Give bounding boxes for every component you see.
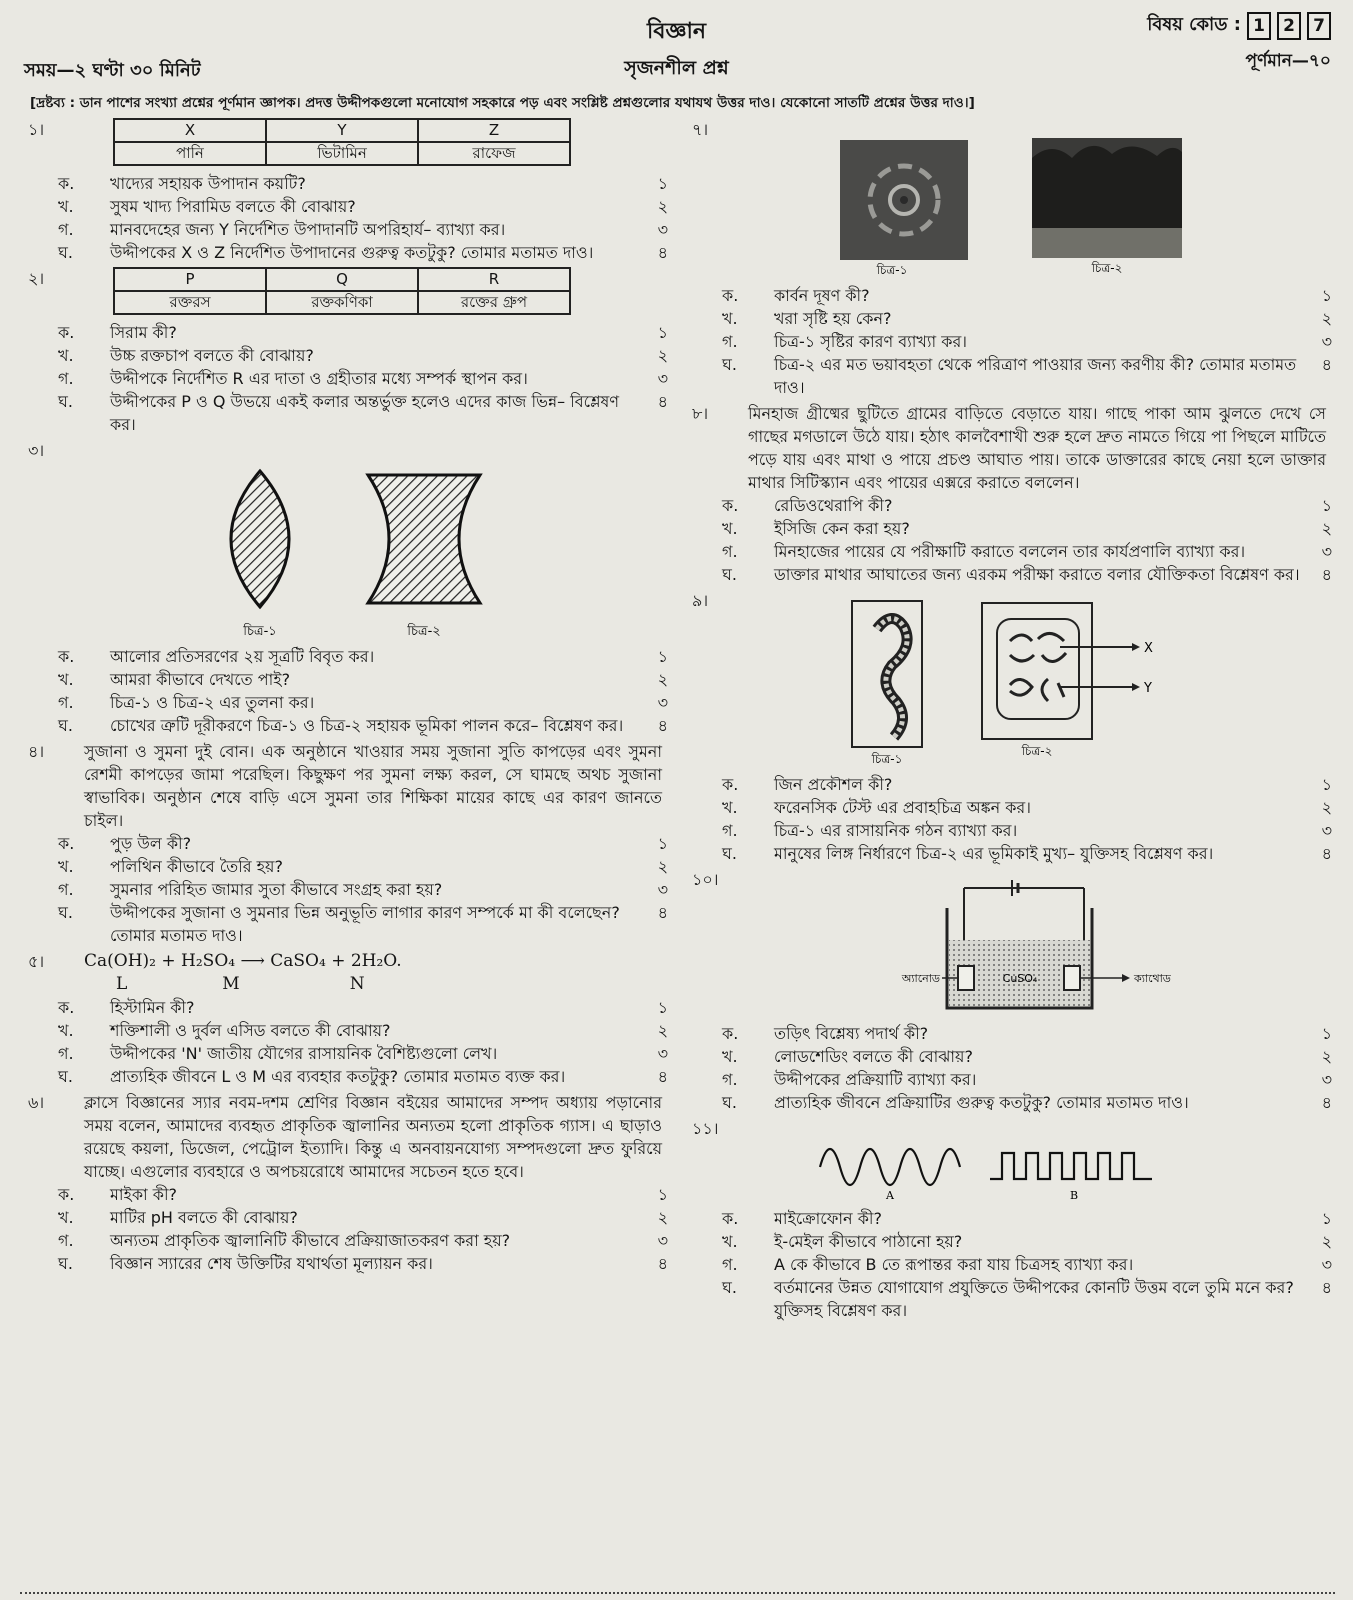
sub-label: খ. <box>58 197 74 216</box>
sub-question <box>692 330 1332 353</box>
figure-caption: চিত্র-২ <box>1021 744 1053 758</box>
label-b: B <box>1069 1189 1079 1201</box>
sub-question <box>692 842 1332 865</box>
sub-text: হিস্টামিন কী? <box>110 998 195 1017</box>
sub-question <box>28 218 668 241</box>
sub-label: ক. <box>58 834 75 853</box>
label-y: Y <box>1144 681 1152 696</box>
table-cell: R <box>418 268 570 291</box>
sub-text: চিত্র-১ সৃষ্টির কারণ ব্যাখ্যা কর। <box>774 332 968 351</box>
sub-text: প্রাত্যহিক জীবনে L ও M এর ব্যবহার কতটুকু? তোমার মতামত ব্যক্ত কর। <box>110 1067 566 1086</box>
sub-mark: ২ <box>1321 309 1332 328</box>
sub-question <box>28 1229 668 1252</box>
sub-label: ক. <box>722 1024 739 1043</box>
sub-text: চিত্র-২ এর মত ভয়াবহতা থেকে পরিত্রাণ পাওয়ার জন্য করণীয় কী? তোমার মতামত দাও। <box>774 355 1297 397</box>
sub-label: ঘ. <box>58 716 73 735</box>
sub-text: খরা সৃষ্টি হয় কেন? <box>774 309 892 328</box>
sub-text: A কে কীভাবে B তে রূপান্তর করা যায় চিত্রসহ ব্যাখ্যা কর। <box>774 1255 1134 1274</box>
sub-question <box>692 819 1332 842</box>
sub-mark: ৩ <box>657 1231 668 1250</box>
sub-question <box>28 241 668 264</box>
dna-chromosome-figure <box>692 589 1312 767</box>
sub-text: লোডশেডিং বলতে কী বোঝায়? <box>774 1047 973 1066</box>
subject-code-label: বিষয় কোড : <box>1147 14 1241 35</box>
figure-caption: চিত্র-২ <box>407 624 441 639</box>
electrolysis-figure <box>692 868 1312 1016</box>
code-digit: 7 <box>1307 12 1331 40</box>
question-stem: সুজানা ও সুমনা দুই বোন। এক অনুষ্ঠানে খাওয়ার সময় সুজানা সুতি কাপড়ের এবং সুমনা রেশমী কাপড়ের জামা পরেছিল। কিছুক্ষণ পর সুমনা লক্ষ্য করল, সে ঘামছে অথচ সুজানা স্বাভাবিক। অনুষ্ঠান শেষে বাড়ি এসে সুমনা তার শিক্ষিকা মায়ের কাছে এর কারণ জানতে চাইল। <box>84 742 662 830</box>
question-7 <box>692 118 1332 399</box>
figure-caption: চিত্র-১ <box>243 624 277 639</box>
sub-mark: ৩ <box>1321 1070 1332 1089</box>
question-number: ৯। <box>692 591 709 610</box>
sub-label: খ. <box>722 1047 738 1066</box>
sub-question <box>28 390 668 436</box>
sub-label: ক. <box>58 998 75 1017</box>
sub-text: পলিথিন কীভাবে তৈরি হয়? <box>110 857 283 876</box>
sub-question <box>692 1045 1332 1068</box>
question-10 <box>692 868 1332 1114</box>
digital-wave <box>990 1153 1152 1179</box>
question-2 <box>28 267 668 436</box>
sub-question <box>28 1206 668 1229</box>
sub-mark: ৩ <box>1321 542 1332 561</box>
sub-mark: ১ <box>657 998 668 1017</box>
bottom-divider <box>20 1592 1335 1594</box>
sub-label: গ. <box>58 693 74 712</box>
sub-label: ক. <box>58 647 75 666</box>
table-cell: পানি <box>114 142 266 165</box>
sub-text: মাইক্রোফোন কী? <box>774 1209 882 1228</box>
sub-mark: ৪ <box>657 1067 668 1086</box>
question-number: ১। <box>28 120 45 139</box>
sub-text: মাটির pH বলতে কী বোঝায়? <box>110 1208 298 1227</box>
cathode-label: ক্যাথোড <box>1134 972 1171 985</box>
exam-time: সময়—২ ঘণ্টা ৩০ মিনিট <box>24 60 201 81</box>
sub-label: ক. <box>722 775 739 794</box>
sub-question <box>28 691 668 714</box>
question-number: ১০। <box>692 870 719 889</box>
sub-text: ফরেনসিক টেস্ট এর প্রবাহচিত্র অঙ্কন কর। <box>774 798 1031 817</box>
sub-text: জিন প্রকৌশল কী? <box>774 775 893 794</box>
table-cell: রক্তকণিকা <box>266 291 418 314</box>
sub-mark: ২ <box>657 197 668 216</box>
sub-label: খ. <box>58 346 74 365</box>
sub-question <box>692 1253 1332 1276</box>
question-8 <box>692 402 1332 586</box>
sub-mark: ৩ <box>657 693 668 712</box>
sub-mark: ৪ <box>657 903 668 922</box>
subject-code <box>1147 10 1331 41</box>
sub-label: গ. <box>722 332 738 351</box>
question-3 <box>28 439 668 737</box>
question-number: ৭। <box>692 120 709 139</box>
sub-text: খাদ্যের সহায়ক উপাদান কয়টি? <box>110 174 306 193</box>
anode-plate <box>958 966 974 990</box>
sub-text: মাইকা কী? <box>110 1185 178 1204</box>
convex-lens <box>231 471 289 607</box>
sub-question <box>28 832 668 855</box>
sub-label: খ. <box>722 519 738 538</box>
sub-text: অন্যতম প্রাকৃতিক জ্বালানিটি কীভাবে প্রক্রিয়াজাতকরণ করা হয়? <box>110 1231 511 1250</box>
sub-mark: ১ <box>1321 1024 1332 1043</box>
sub-question <box>28 367 668 390</box>
sub-question <box>28 645 668 668</box>
sub-question <box>28 1019 668 1042</box>
sub-mark: ২ <box>657 1208 668 1227</box>
sub-label: গ. <box>58 880 74 899</box>
sub-mark: ৪ <box>657 1254 668 1273</box>
table-cell: Z <box>418 119 570 142</box>
sub-question <box>692 1068 1332 1091</box>
sub-question <box>692 773 1332 796</box>
sub-question <box>28 901 668 947</box>
sub-text: উদ্দীপকে নির্দেশিত R এর দাতা ও গ্রহীতার মধ্যে সম্পর্ক স্থাপন কর। <box>110 369 528 388</box>
sub-mark: ৩ <box>657 220 668 239</box>
table-cell: Y <box>266 119 418 142</box>
table-cell: রক্তরস <box>114 291 266 314</box>
sub-question <box>28 344 668 367</box>
question-number: ৪। <box>28 742 45 761</box>
sub-text: বিজ্ঞান স্যারের শেষ উক্তিটির যথার্থতা মূল্যায়ন কর। <box>110 1254 433 1273</box>
sub-question <box>28 1065 668 1088</box>
sub-question <box>28 878 668 901</box>
sub-mark: ২ <box>1321 1232 1332 1251</box>
dna-strand <box>877 618 907 737</box>
sub-text: উদ্দীপকের প্রক্রিয়াটি ব্যাখ্যা কর। <box>774 1070 977 1089</box>
table-cell: P <box>114 268 266 291</box>
sub-label: খ. <box>722 1232 738 1251</box>
analog-wave <box>820 1149 960 1185</box>
label-a: A <box>886 1189 894 1201</box>
sub-text: চোখের ত্রুটি দূরীকরণে চিত্র-১ ও চিত্র-২ সহায়ক ভূমিকা পালন করে– বিশ্লেষণ কর। <box>110 716 624 735</box>
sub-question <box>692 540 1332 563</box>
sub-label: গ. <box>58 369 74 388</box>
sub-mark: ২ <box>1321 519 1332 538</box>
sub-mark: ২ <box>657 670 668 689</box>
sub-label: গ. <box>722 1070 738 1089</box>
label-l: L <box>116 974 128 994</box>
chemical-equation: Ca(OH)₂ + H₂SO₄ ⟶ CaSO₄ + 2H₂O. <box>84 951 402 971</box>
sub-label: ক. <box>58 323 75 342</box>
sub-question <box>28 1183 668 1206</box>
sub-label: গ. <box>722 821 738 840</box>
sub-text: আমরা কীভাবে দেখতে পাই? <box>110 670 291 689</box>
sub-mark: ১ <box>657 323 668 342</box>
table-cell: X <box>114 119 266 142</box>
sub-mark: ১ <box>657 834 668 853</box>
figure-caption: চিত্র-২ <box>1091 261 1123 275</box>
sub-mark: ৪ <box>657 716 668 735</box>
sub-text: সুমনার পরিহিত জামার সুতা কীভাবে সংগ্রহ করা হয়? <box>110 880 443 899</box>
sub-label: ঘ. <box>58 1067 73 1086</box>
code-digit: 2 <box>1277 12 1301 40</box>
sub-mark: ১ <box>1321 1209 1332 1228</box>
sub-question <box>28 172 668 195</box>
left-column <box>28 118 668 1278</box>
sub-mark: ৩ <box>657 1044 668 1063</box>
question-number: ২। <box>28 269 45 288</box>
cathode-plate <box>1064 966 1080 990</box>
sub-mark: ৩ <box>657 880 668 899</box>
question-number: ৫। <box>28 952 45 971</box>
disaster-photos <box>692 118 1312 278</box>
question-number: ৩। <box>28 441 45 460</box>
sub-question <box>692 1230 1332 1253</box>
sub-text: উদ্দীপকের P ও Q উভয়ে একই কলার অন্তর্ভুক্ত হলেও এদের কাজ ভিন্ন– বিশ্লেষণ কর। <box>110 392 620 434</box>
sub-text: সিরাম কী? <box>110 323 177 342</box>
question-5 <box>28 950 668 1088</box>
sub-mark: ৪ <box>1321 565 1332 584</box>
stimulus-table <box>113 267 571 315</box>
sub-text: কার্বন দূষণ কী? <box>774 286 870 305</box>
sub-mark: ২ <box>657 1021 668 1040</box>
sub-question <box>28 855 668 878</box>
equation-labels <box>116 973 668 996</box>
sub-question <box>692 563 1332 586</box>
question-stem: ক্লাসে বিজ্ঞানের স্যার নবম-দশম শ্রেণির বিজ্ঞান বইয়ের আমাদের সম্পদ অধ্যায় পড়ানোর সময় বলেন, আমাদের ব্যবহৃত প্রাকৃতিক জ্বালানির অন্যতম হলো প্রাকৃতিক গ্যাস। এ ছাড়াও রয়েছে কয়লা, ডিজেল, পেট্রোল ইত্যাদি। কিন্তু এ অনবায়নযোগ্য সম্পদগুলো দ্রুত ফুরিয়ে যাচ্ছে। এগুলোর ব্যবহারে ও অপচয়রোধে আমাদের সচেতন হতে হবে। <box>84 1093 662 1181</box>
sub-mark: ৪ <box>1321 1093 1332 1112</box>
sub-mark: ২ <box>1321 1047 1332 1066</box>
sub-label: ঘ. <box>722 565 737 584</box>
table-cell: ভিটামিন <box>266 142 418 165</box>
sub-label: খ. <box>58 1208 74 1227</box>
sub-label: ঘ. <box>58 1254 73 1273</box>
sub-text: শক্তিশালী ও দুর্বল এসিড বলতে কী বোঝায়? <box>110 1021 391 1040</box>
sub-question <box>28 996 668 1019</box>
sub-text: রেডিওথেরাপি কী? <box>774 496 893 515</box>
sub-label: গ. <box>58 1231 74 1250</box>
question-number: ১১। <box>692 1119 719 1138</box>
sub-mark: ৪ <box>657 243 668 262</box>
sub-text: বর্তমানের উন্নত যোগাযোগ প্রযুক্তিতে উদ্দীপকের কোনটি উত্তম বলে তুমি মনে কর? যুক্তিসহ বিশ্লেষণ কর। <box>774 1278 1294 1320</box>
sub-question <box>692 517 1332 540</box>
sub-label: গ. <box>58 220 74 239</box>
sub-mark: ৩ <box>657 369 668 388</box>
sub-label: গ. <box>58 1044 74 1063</box>
sub-question <box>692 1022 1332 1045</box>
sub-mark: ১ <box>657 1185 668 1204</box>
sub-mark: ২ <box>657 346 668 365</box>
sub-text: চিত্র-১ এর রাসায়নিক গঠন ব্যাখ্যা কর। <box>774 821 1018 840</box>
sub-text: আলোর প্রতিসরণের ২য় সূত্রটি বিবৃত কর। <box>110 647 375 666</box>
sub-label: ক. <box>58 1185 75 1204</box>
sub-label: ঘ. <box>58 243 73 262</box>
sub-text: চিত্র-১ ও চিত্র-২ এর তুলনা কর। <box>110 693 315 712</box>
code-digit: 1 <box>1247 12 1271 40</box>
sub-question <box>28 195 668 218</box>
sub-label: ঘ. <box>58 392 73 411</box>
sub-mark: ৪ <box>657 392 668 411</box>
stimulus-table <box>113 118 571 166</box>
question-number: ৬। <box>28 1093 45 1112</box>
question-number: ৮। <box>692 404 709 423</box>
sub-text: ই-মেইল কীভাবে পাঠানো হয়? <box>774 1232 963 1251</box>
sub-label: ঘ. <box>722 355 737 374</box>
sub-label: খ. <box>722 309 738 328</box>
table-cell: রাফেজ <box>418 142 570 165</box>
sub-question <box>692 796 1332 819</box>
question-6 <box>28 1091 668 1275</box>
sub-label: খ. <box>58 857 74 876</box>
sub-label: ঘ. <box>58 903 73 922</box>
sub-mark: ১ <box>657 174 668 193</box>
full-marks: পূর্ণমান—৭০ <box>1245 51 1331 71</box>
sub-question <box>692 1207 1332 1230</box>
sub-text: সুষম খাদ্য পিরামিড বলতে কী বোঝায়? <box>110 197 356 216</box>
sub-text: উদ্দীপকের সুজানা ও সুমনার ভিন্ন অনুভূতি লাগার কারণ সম্পর্কে মা কী বলেছেন? তোমার মতামত দাও। <box>110 903 620 945</box>
sub-question <box>28 714 668 737</box>
instruction-note: [দ্রষ্টব্য : ডান পাশের সংখ্যা প্রশ্নের পূর্ণমান জ্ঞাপক। প্রদত্ত উদ্দীপকগুলো মনোযোগ সহকারে পড় এবং সংশ্লিষ্ট প্রশ্নগুলোর যথাযথ উত্তর দাও। যেকোনো সাতটি প্রশ্নের উত্তর দাও।] <box>30 95 975 111</box>
sub-mark: ২ <box>1321 798 1332 817</box>
sub-label: গ. <box>722 542 738 561</box>
sub-question <box>692 284 1332 307</box>
sub-mark: ১ <box>1321 496 1332 515</box>
sub-question <box>692 1091 1332 1114</box>
sub-question <box>28 1252 668 1275</box>
sub-mark: ৪ <box>1321 1278 1332 1297</box>
sub-label: ঘ. <box>722 1093 737 1112</box>
lens-figure <box>28 439 648 639</box>
sub-text: মানবদেহের জন্য Y নির্দেশিত উপাদানটি অপরিহার্য– ব্যাখ্যা কর। <box>110 220 506 239</box>
concave-lens <box>368 475 480 603</box>
sub-question <box>28 321 668 344</box>
table-cell: Q <box>266 268 418 291</box>
question-9 <box>692 589 1332 865</box>
sub-text: পুড় উল কী? <box>110 834 192 853</box>
sub-label: খ. <box>58 1021 74 1040</box>
sub-label: ঘ. <box>722 1278 737 1297</box>
sub-text: তড়িৎ বিশ্লেষ্য পদার্থ কী? <box>774 1024 929 1043</box>
figure-caption: চিত্র-১ <box>876 263 908 277</box>
sub-text: উদ্দীপকের X ও Z নির্দেশিত উপাদানের গুরুত্ব কতটুকু? তোমার মতামত দাও। <box>110 243 594 262</box>
sub-text: ইসিজি কেন করা হয়? <box>774 519 910 538</box>
sub-text: মিনহাজের পায়ের যে পরীক্ষাটি করাতে বললেন তার কার্যপ্রণালি ব্যাখ্যা কর। <box>774 542 1246 561</box>
label-n: N <box>349 974 365 994</box>
anode-label: অ্যানোড <box>901 972 940 985</box>
sub-question <box>28 668 668 691</box>
table-cell: রক্তের গ্রুপ <box>418 291 570 314</box>
sub-label: ক. <box>722 496 739 515</box>
question-1 <box>28 118 668 264</box>
sub-mark: ১ <box>1321 775 1332 794</box>
sub-text: ডাক্তার মাথার আঘাতের জন্য এরকম পরীক্ষা করাতে বলার যৌক্তিকতা বিশ্লেষণ কর। <box>774 565 1300 584</box>
sub-mark: ৪ <box>1321 355 1332 374</box>
sub-label: ক. <box>58 174 75 193</box>
sub-question <box>692 307 1332 330</box>
sub-mark: ৩ <box>1321 821 1332 840</box>
sub-text: উদ্দীপকের 'N' জাতীয় যৌগের রাসায়নিক বৈশিষ্ট্যগুলো লেখ। <box>110 1044 498 1063</box>
sub-text: মানুষের লিঙ্গ নির্ধারণে চিত্র-২ এর ভূমিকাই মুখ্য– যুক্তিসহ বিশ্লেষণ কর। <box>774 844 1214 863</box>
sub-question <box>28 1042 668 1065</box>
sub-mark: ১ <box>657 647 668 666</box>
figure-caption: চিত্র-১ <box>871 752 903 766</box>
sub-mark: ৩ <box>1321 1255 1332 1274</box>
sub-label: ঘ. <box>722 844 737 863</box>
label-m: M <box>222 974 240 994</box>
sub-label: খ. <box>58 670 74 689</box>
sub-text: উচ্চ রক্তচাপ বলতে কী বোঝায়? <box>110 346 314 365</box>
sub-mark: ৩ <box>1321 332 1332 351</box>
chromosome-cell <box>997 619 1079 719</box>
sub-question <box>692 1276 1332 1322</box>
question-stem: মিনহাজ গ্রীষ্মের ছুটিতে গ্রামের বাড়িতে বেড়াতে যায়। গাছে পাকা আম ঝুলতে দেখে সে গাছের মগডালে উঠে যায়। হঠাৎ কালবৈশাখী শুরু হলে দ্রুত নামতে গিয়ে পা পিছলে মাটিতে পড়ে যায় এবং মাথা ও পায়ে প্রচণ্ড আঘাত পায়। তাকে ডাক্তারের কাছে নেয়া হলে ডাক্তার মাথার সিটিস্ক্যান এবং পায়ের এক্সরে করাতে বললেন। <box>748 404 1326 492</box>
sub-mark: ৪ <box>1321 844 1332 863</box>
page-title: বিজ্ঞান <box>646 19 707 44</box>
question-4 <box>28 740 668 947</box>
solution-label: CuSO₄ <box>1002 972 1038 985</box>
question-11 <box>692 1117 1332 1322</box>
sub-label: খ. <box>722 798 738 817</box>
sub-question <box>692 353 1332 399</box>
sub-mark: ২ <box>657 857 668 876</box>
sub-mark: ১ <box>1321 286 1332 305</box>
sub-label: গ. <box>722 1255 738 1274</box>
right-column <box>692 118 1332 1325</box>
sub-question <box>692 494 1332 517</box>
sub-text: প্রাত্যহিক জীবনে প্রক্রিয়াটির গুরুত্ব কতটুকু? তোমার মতামত দাও। <box>774 1093 1189 1112</box>
sub-label: ক. <box>722 286 739 305</box>
page-subtitle: সৃজনশীল প্রশ্ন <box>624 57 729 79</box>
label-x: X <box>1144 641 1153 656</box>
sub-label: ক. <box>722 1209 739 1228</box>
signal-figure <box>692 1117 1312 1201</box>
